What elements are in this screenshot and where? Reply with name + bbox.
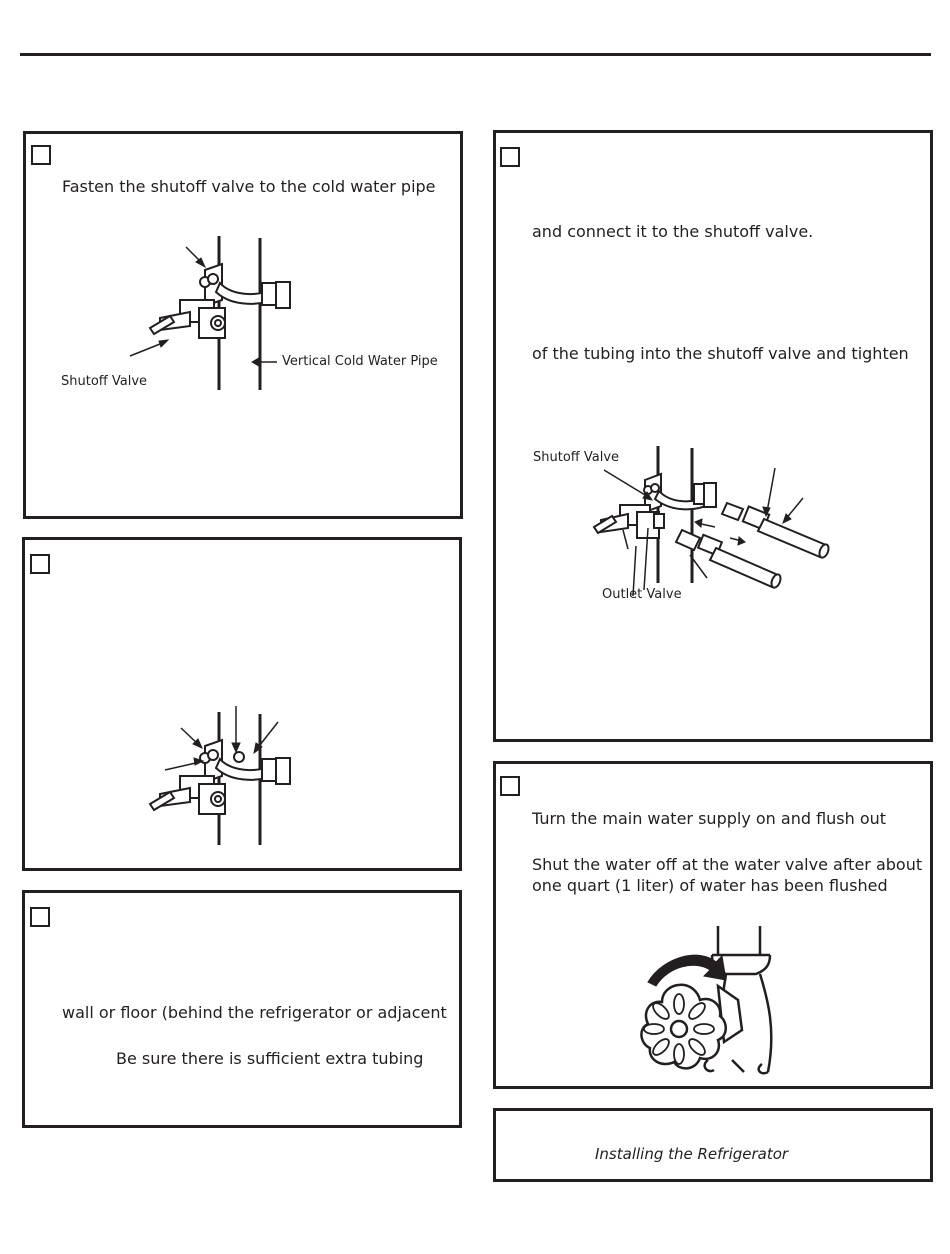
shutoff-valve-label: Shutoff Valve bbox=[533, 450, 620, 465]
step-text-line: of the tubing into the shutoff valve and tighten bbox=[532, 344, 909, 363]
outlet-valve-label: Outlet Valve bbox=[602, 587, 682, 602]
step-text-line: Be sure there is sufficient extra tubing bbox=[116, 1049, 424, 1068]
step-text-line: Shut the water off at the water valve after about bbox=[532, 855, 923, 874]
shutoff-valve-label: Shutoff Valve bbox=[61, 374, 148, 389]
step-text: Fasten the shutoff valve to the cold water pipe bbox=[62, 177, 436, 196]
next-section-title[interactable]: Installing the Refrigerator bbox=[595, 1145, 789, 1163]
step-text-line: wall or floor (behind the refrigerator or adjacent bbox=[62, 1003, 447, 1022]
vertical-cold-water-pipe-label: Vertical Cold Water Pipe bbox=[282, 354, 438, 369]
step-text-line: one quart (1 liter) of water has been flushed bbox=[532, 876, 888, 895]
step-text-line: Turn the main water supply on and flush out bbox=[532, 809, 887, 828]
step-text-line: and connect it to the shutoff valve. bbox=[532, 222, 814, 241]
